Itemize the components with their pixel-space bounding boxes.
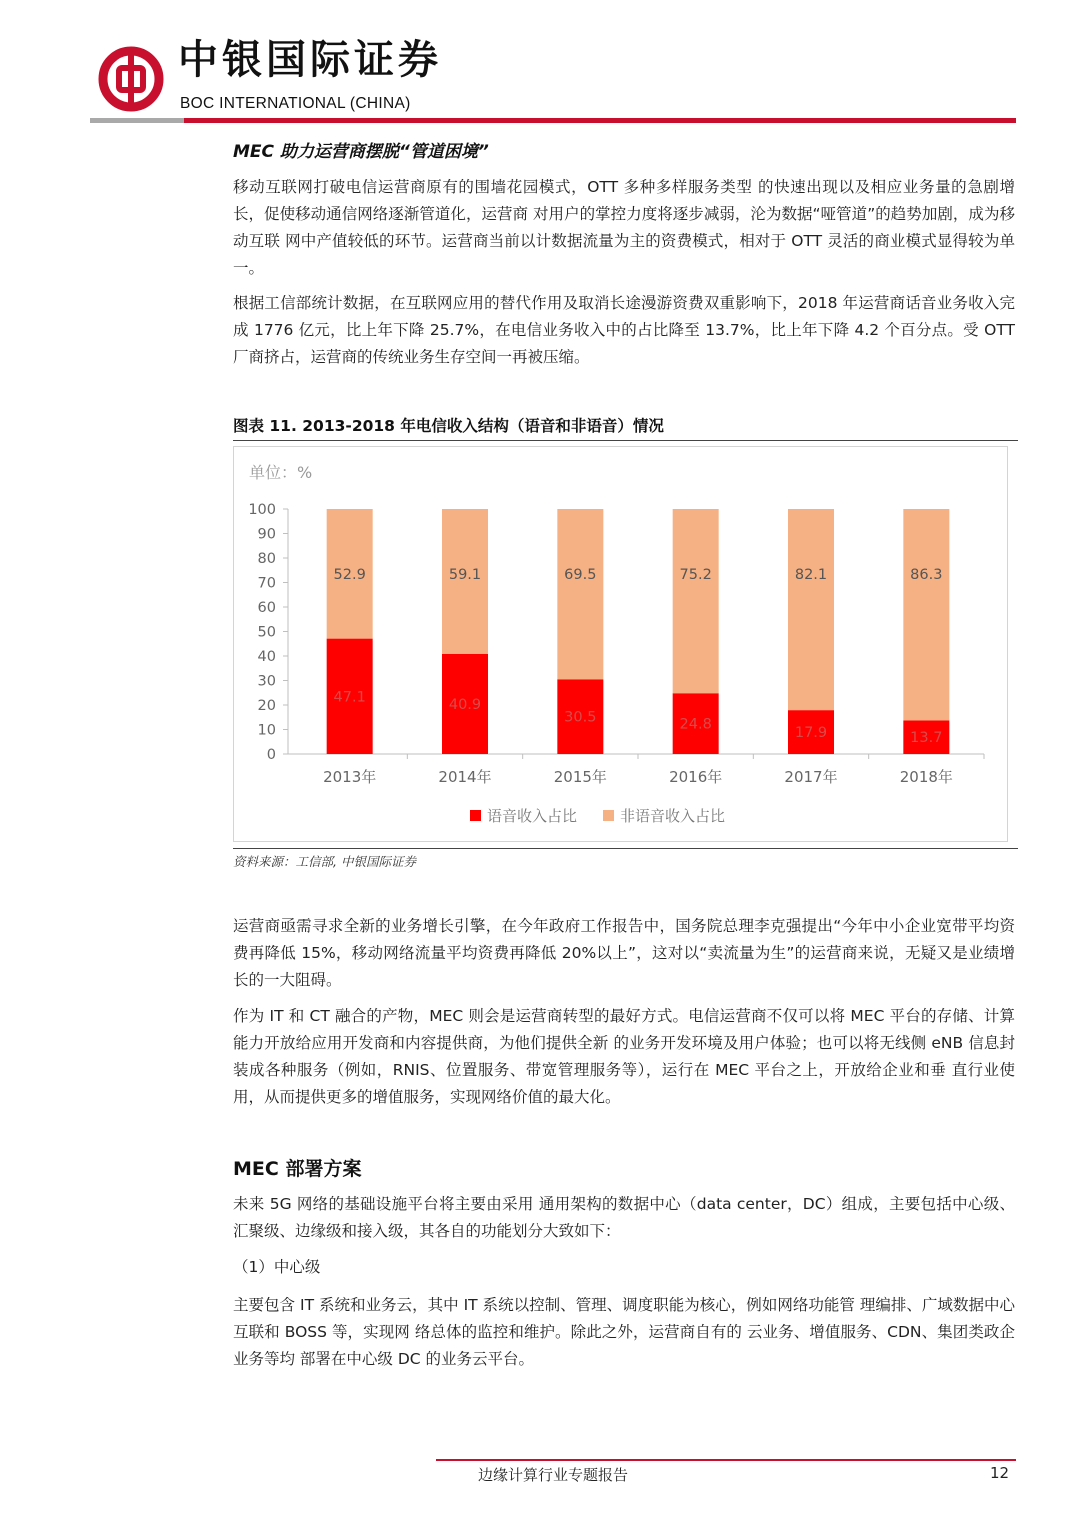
- chart-legend: [470, 805, 725, 826]
- section-heading-mec-deployment: MEC 部署方案: [233, 1158, 362, 1180]
- section-title-mec-pipeline: MEC 助力运营商摆脱“管道困境”: [233, 142, 489, 162]
- legend-label-nonvoice: 非语音收入占比: [620, 807, 726, 825]
- data-label-voice: 24.8: [679, 716, 712, 733]
- y-tick-label: 20: [257, 698, 276, 714]
- x-tick-label: 2016年: [669, 768, 723, 786]
- y-tick-label: 60: [257, 600, 276, 616]
- data-label-voice: 40.9: [448, 696, 482, 713]
- x-tick-label: 2017年: [784, 768, 838, 786]
- y-tick-label: 80: [257, 551, 276, 567]
- y-tick-label: 40: [257, 649, 276, 665]
- legend-label-voice: 语音收入占比: [487, 807, 578, 825]
- legend-swatch-voice: [470, 810, 481, 821]
- footer-rule: [436, 1459, 1016, 1461]
- data-label-nonvoice: 59.1: [448, 567, 482, 583]
- data-label-nonvoice: 52.9: [333, 567, 366, 583]
- data-label-voice: 47.1: [333, 689, 366, 706]
- data-label-nonvoice: 82.1: [794, 567, 828, 583]
- paragraph: 移动互联网打破电信运营商原有的围墙花园模式，OTT 多种多样服务类型 的快速出现以及相应业务量的急剧增长，促使移动通信网络逐渐管道化，运营商 对用户的掌控力度将逐步减弱，沦为数据“哑管道”的趋势加剧，成为移动互联 网中产值较低的环节。运营商当前以计数据流量为主的资费模式，相对于 OTT 灵活的商业模式显得较为单一。: [233, 178, 1015, 277]
- bar-nonvoice: [903, 509, 949, 720]
- y-tick-label: 100: [248, 502, 276, 518]
- paragraph: 根据工信部统计数据，在互联网应用的替代作用及取消长途漫游资费双重影响下，2018 年运营商话音业务收入完成 1776 亿元，比上年下降 25.7%，在电信业务收入中的占比降至 13.7%，比上年下降 4.2 个百分点。受 OTT 厂商挤占，运营商的传统业务生存空间一再被压缩。: [233, 294, 1015, 366]
- legend-swatch-nonvoice: [603, 810, 614, 821]
- data-label-nonvoice: 75.2: [679, 567, 712, 583]
- data-label-nonvoice: 86.3: [910, 567, 943, 583]
- x-tick-label: 2015年: [553, 768, 607, 786]
- y-tick-label: 70: [257, 575, 276, 592]
- paragraph: 未来 5G 网络的基础设施平台将主要由采用 通用架构的数据中心（data center，DC）组成，主要包括中心级、汇聚级、边缘级和接入级，其各自的功能划分大致如下：: [233, 1195, 1015, 1240]
- x-tick-label: 2018年: [899, 768, 953, 786]
- legend-item-nonvoice: [603, 805, 725, 826]
- x-tick-label: 2013年: [323, 768, 377, 786]
- paragraph: 运营商亟需寻求全新的业务增长引擎，在今年政府工作报告中，国务院总理李克强提出“今年中小企业宽带平均资费再降低 15%，移动网络流量平均资费再降低 20%以上”，这对以“卖流量为生”的运营商来说，无疑又是业绩增长的一大阻碍。: [233, 917, 1015, 989]
- bar-nonvoice: [557, 509, 603, 679]
- figure-title: 图表 11. 2013-2018 年电信收入结构（语音和非语音）情况: [233, 417, 664, 435]
- bar-nonvoice: [673, 509, 719, 693]
- y-tick-label: 50: [257, 624, 276, 641]
- brand-name-cn: 中银国际证券: [178, 36, 442, 83]
- chart-unit-label: 单位：%: [249, 463, 313, 482]
- list-item-center-level: （1）中心级: [233, 1258, 321, 1276]
- y-tick-label: 30: [257, 673, 276, 690]
- data-label-voice: 17.9: [794, 725, 828, 742]
- figure-source: 资料来源：工信部, 中银国际证券: [233, 854, 416, 869]
- figure-rule-bottom: [233, 848, 1018, 849]
- y-tick-label: 90: [257, 526, 276, 543]
- legend-item-voice: [470, 805, 577, 826]
- y-tick-label: 0: [266, 747, 276, 763]
- paragraph: 作为 IT 和 CT 融合的产物，MEC 则会是运营商转型的最好方式。电信运营商不仅可以将 MEC 平台的存储、计算能力开放给应用开发商和内容提供商，为他们提供全新 的业务开发环境及用户体验；也可以将无线侧 eNB 信息封装成各种服务（例如，RNIS、位置服务、带宽管理服务等），运行在 MEC 平台之上，开放给企业和垂 直行业使用，从而提供更多的增值服务，实现网络价值的最大化。: [233, 1007, 1015, 1106]
- bar-nonvoice: [788, 509, 834, 710]
- page-number: 12: [990, 1464, 1010, 1482]
- data-label-nonvoice: 69.5: [564, 567, 597, 583]
- y-tick-label: 10: [257, 722, 276, 739]
- brand-name-en: BOC INTERNATIONAL (CHINA): [180, 95, 411, 112]
- data-label-voice: 13.7: [910, 730, 943, 747]
- footer-report-title: 边缘计算行业专题报告: [478, 1466, 629, 1484]
- x-tick-label: 2014年: [438, 768, 492, 786]
- paragraph: 主要包含 IT 系统和业务云，其中 IT 系统以控制、管理、调度职能为核心，例如网络功能管 理编排、广域数据中心互联和 BOSS 等，实现网 络总体的监控和维护。除此之外，运营商自有的 云业务、增值服务、CDN、集团类政企业务等均 部署在中心级 DC 的业务云平台。: [233, 1296, 1015, 1368]
- data-label-voice: 30.5: [564, 709, 597, 726]
